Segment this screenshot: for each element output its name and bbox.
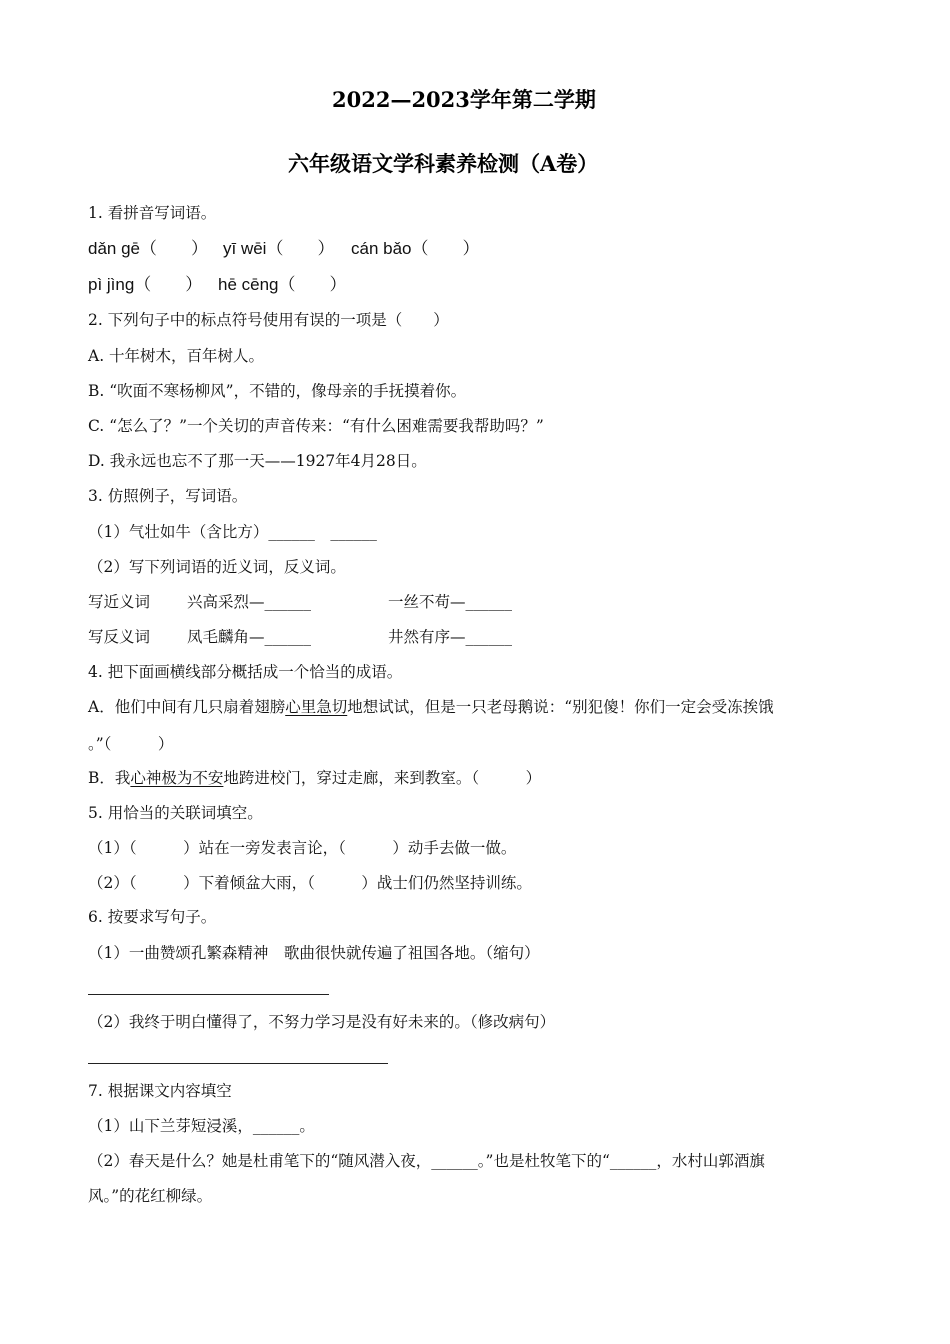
q1-pinyin-5: hē cēng（ ） xyxy=(218,275,347,294)
q1-stem: 1. 看拼音写词语。 xyxy=(88,204,217,222)
q1-pinyin-1: dǎn gē（ ） xyxy=(88,239,208,258)
q5-sub2: （2）（ ）下着倾盆大雨，（ ）战士们仍然坚持训练。 xyxy=(88,874,532,892)
q4-b-suffix: 地跨进校门，穿过走廊，来到教室。（ ） xyxy=(223,769,542,787)
q4-a-underlined: 心里急切 xyxy=(285,698,348,716)
q4-stem: 4. 把下面画横线部分概括成一个恰当的成语。 xyxy=(88,663,403,681)
q2-stem: 2. 下列句子中的标点符号使用有误的一项是（ ） xyxy=(88,311,449,329)
q4-a-prefix: A．他们中间有几只扇着翅膀 xyxy=(88,698,286,716)
q7-sub2: （2）春天是什么？她是杜甫笔下的“随风潜入夜，______。”也是杜牧笔下的“______，水村山郭酒旗 xyxy=(88,1152,765,1170)
page-title: 2022—2023学年第二学期 xyxy=(332,87,596,112)
q2-option-b: B. “吹面不寒杨柳风”，不错的，像母亲的手抚摸着你。 xyxy=(88,382,467,400)
q4-option-a-cont: 。”（ ） xyxy=(88,735,174,753)
q2-option-d: D. 我永远也忘不了那一天——1927年4月28日。 xyxy=(88,452,427,470)
q7-sub1: （1）山下兰芽短浸溪，______。 xyxy=(88,1117,315,1135)
q5-sub1: （1）（ ）站在一旁发表言论，（ ）动手去做一做。 xyxy=(88,839,517,857)
q3-antonym-label: 写反义词 xyxy=(88,628,151,646)
q6-stem: 6. 按要求写句子。 xyxy=(88,908,217,926)
q4-b-underlined: 心神极为不安 xyxy=(130,769,224,787)
q4-b-prefix: B．我 xyxy=(88,769,131,787)
q3-antonym-a: 凤毛麟角—______ xyxy=(187,628,312,646)
page-subtitle: 六年级语文学科素养检测（A卷） xyxy=(288,151,599,176)
q6-answer-line-2 xyxy=(88,1063,388,1064)
q1-pinyin-2: yī wēi（ ） xyxy=(223,239,335,258)
q5-stem: 5. 用恰当的关联词填空。 xyxy=(88,804,263,822)
q3-antonym-b: 井然有序—______ xyxy=(388,628,513,646)
q3-synonym-label: 写近义词 xyxy=(88,593,151,611)
q6-sub2: （2）我终于明白懂得了，不努力学习是没有好未来的。（修改病句） xyxy=(88,1013,556,1031)
q7-stem: 7. 根据课文内容填空 xyxy=(88,1082,232,1100)
q3-sub2: （2）写下列词语的近义词，反义词。 xyxy=(88,558,346,576)
q4-option-b xyxy=(88,771,541,787)
q7-sub2-cont: 风。”的花红柳绿。 xyxy=(88,1187,213,1205)
q3-synonym-b: 一丝不苟—______ xyxy=(388,593,513,611)
q1-pinyin-3: cán bǎo（ ） xyxy=(351,239,480,258)
q1-pinyin-4: pì jìng（ ） xyxy=(88,275,203,294)
q2-option-c: C. “怎么了？”一个关切的声音传来：“有什么困难需要我帮助吗？” xyxy=(88,417,544,435)
q3-sub1: （1）气壮如牛（含比方）______ ______ xyxy=(88,523,377,541)
q6-sub1: （1）一曲赞颂孔繁森精神 歌曲很快就传遍了祖国各地。（缩句） xyxy=(88,944,540,962)
q4-option-a xyxy=(88,700,774,716)
q3-synonym-a: 兴高采烈—______ xyxy=(187,593,312,611)
q3-stem: 3. 仿照例子，写词语。 xyxy=(88,487,248,505)
q6-answer-line-1 xyxy=(88,994,329,995)
q4-a-suffix: 地想试试，但是一只老母鹅说：“别犯傻！你们一定会受冻挨饿 xyxy=(347,698,774,716)
q2-option-a: A. 十年树木，百年树人。 xyxy=(88,347,265,365)
